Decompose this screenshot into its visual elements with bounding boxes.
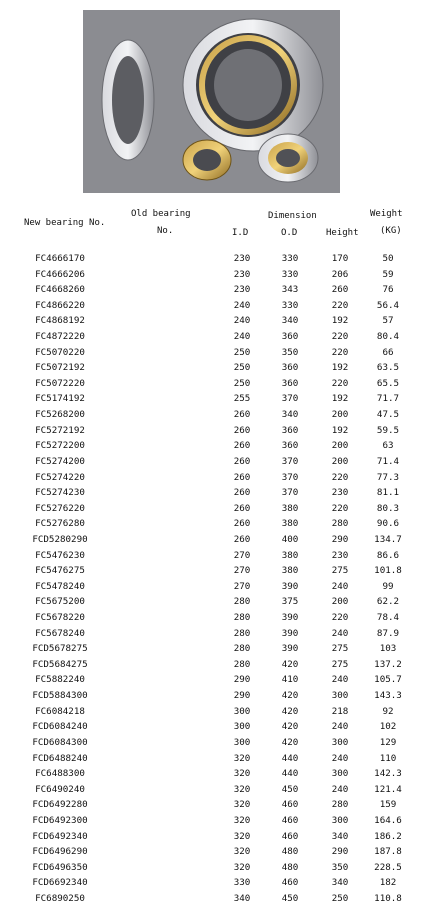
- height-cell: 200: [331, 409, 349, 421]
- table-row: [0, 329, 437, 345]
- header-dimension: Dimension: [268, 211, 317, 221]
- table-row: [0, 251, 437, 267]
- new-bearing-no-cell: FCD5280290: [32, 533, 88, 545]
- od-cell: 360: [281, 362, 299, 374]
- weight-cell: 65.5: [376, 377, 400, 389]
- new-bearing-no-cell: FC5274230: [35, 487, 85, 499]
- height-cell: 290: [331, 846, 349, 858]
- weight-cell: 59.5: [376, 424, 400, 436]
- height-cell: 280: [331, 518, 349, 530]
- id-cell: 280: [233, 658, 251, 670]
- header-old-bearing-line2: No.: [157, 226, 174, 236]
- height-cell: 290: [331, 533, 349, 545]
- table-row: [0, 313, 437, 329]
- id-cell: 240: [233, 299, 251, 311]
- id-cell: 230: [233, 253, 251, 264]
- new-bearing-no-cell: FC5476230: [35, 549, 85, 561]
- od-cell: 390: [281, 643, 299, 655]
- weight-cell: 121.4: [374, 783, 402, 795]
- height-cell: 230: [331, 487, 349, 499]
- table-row: [0, 875, 437, 891]
- height-cell: 220: [331, 299, 349, 311]
- table-row: [0, 594, 437, 610]
- height-cell: 275: [331, 643, 349, 655]
- new-bearing-no-cell: FC6488300: [35, 768, 85, 780]
- new-bearing-no-cell: FC6084218: [35, 705, 85, 717]
- weight-cell: 87.9: [376, 627, 400, 639]
- id-cell: 250: [233, 346, 251, 358]
- id-cell: 240: [233, 315, 251, 327]
- od-cell: 370: [281, 487, 299, 499]
- height-cell: 240: [331, 674, 349, 686]
- od-cell: 420: [281, 705, 299, 717]
- id-cell: 280: [233, 627, 251, 639]
- id-cell: 290: [233, 674, 251, 686]
- od-cell: 460: [281, 877, 299, 889]
- od-cell: 460: [281, 830, 299, 842]
- height-cell: 350: [331, 861, 349, 873]
- weight-cell: 59: [382, 268, 394, 280]
- id-cell: 260: [233, 455, 251, 467]
- od-cell: 420: [281, 736, 299, 748]
- height-cell: 220: [331, 471, 349, 483]
- weight-cell: 76: [382, 284, 394, 296]
- height-cell: 275: [331, 565, 349, 577]
- new-bearing-no-cell: FC6490240: [35, 783, 85, 795]
- new-bearing-no-cell: FC5882240: [35, 674, 85, 686]
- new-bearing-no-cell: FC5174192: [35, 393, 85, 405]
- table-row: [0, 376, 437, 392]
- height-cell: 300: [331, 814, 349, 826]
- new-bearing-no-cell: FCD6492340: [32, 830, 88, 842]
- new-bearing-no-cell: FC4668260: [35, 284, 85, 296]
- id-cell: 330: [233, 877, 251, 889]
- height-cell: 240: [331, 752, 349, 764]
- id-cell: 320: [233, 814, 251, 826]
- new-bearing-no-cell: FCD6496350: [32, 861, 88, 873]
- id-cell: 230: [233, 284, 251, 296]
- table-row: [0, 501, 437, 517]
- table-row: [0, 516, 437, 532]
- height-cell: 300: [331, 768, 349, 780]
- id-cell: 300: [233, 705, 251, 717]
- table-row: [0, 626, 437, 642]
- new-bearing-no-cell: FC5274200: [35, 455, 85, 467]
- table-row: [0, 844, 437, 860]
- new-bearing-no-cell: FCD6084300: [32, 736, 88, 748]
- od-cell: 340: [281, 409, 299, 421]
- id-cell: 270: [233, 565, 251, 577]
- table-row: [0, 470, 437, 486]
- weight-cell: 77.3: [376, 471, 400, 483]
- od-cell: 420: [281, 721, 299, 733]
- height-cell: 220: [331, 331, 349, 343]
- weight-cell: 228.5: [374, 861, 402, 873]
- table-row: [0, 438, 437, 454]
- height-cell: 220: [331, 346, 349, 358]
- id-cell: 260: [233, 518, 251, 530]
- od-cell: 480: [281, 846, 299, 858]
- od-cell: 420: [281, 658, 299, 670]
- od-cell: 360: [281, 377, 299, 389]
- weight-cell: 63: [382, 440, 394, 452]
- new-bearing-no-cell: FCD5678275: [32, 643, 88, 655]
- weight-cell: 66: [382, 346, 394, 358]
- new-bearing-no-cell: FCD5884300: [32, 690, 88, 702]
- new-bearing-no-cell: FC5276280: [35, 518, 85, 530]
- new-bearing-no-cell: FC5072192: [35, 362, 85, 374]
- table-row: [0, 766, 437, 782]
- od-cell: 380: [281, 518, 299, 530]
- new-bearing-no-cell: FCD6496290: [32, 846, 88, 858]
- id-cell: 320: [233, 799, 251, 811]
- id-cell: 260: [233, 424, 251, 436]
- height-cell: 240: [331, 721, 349, 733]
- new-bearing-no-cell: FC4666170: [35, 253, 85, 264]
- od-cell: 330: [281, 268, 299, 280]
- od-cell: 390: [281, 580, 299, 592]
- table-row: [0, 532, 437, 548]
- id-cell: 250: [233, 377, 251, 389]
- height-cell: 300: [331, 736, 349, 748]
- weight-cell: 103: [379, 643, 397, 655]
- od-cell: 390: [281, 627, 299, 639]
- weight-cell: 92: [382, 705, 394, 717]
- weight-cell: 78.4: [376, 612, 400, 624]
- table-row: [0, 485, 437, 501]
- id-cell: 250: [233, 362, 251, 374]
- table-row: [0, 751, 437, 767]
- weight-cell: 110.8: [374, 892, 402, 904]
- od-cell: 390: [281, 612, 299, 624]
- weight-cell: 81.1: [376, 487, 400, 499]
- id-cell: 280: [233, 596, 251, 608]
- weight-cell: 63.5: [376, 362, 400, 374]
- od-cell: 400: [281, 533, 299, 545]
- weight-cell: 50: [382, 253, 394, 264]
- weight-cell: 99: [382, 580, 394, 592]
- header-id: I.D: [232, 228, 249, 238]
- table-row: [0, 829, 437, 845]
- new-bearing-no-cell: FC4868192: [35, 315, 85, 327]
- table-row: [0, 891, 437, 907]
- weight-cell: 101.8: [374, 565, 402, 577]
- od-cell: 340: [281, 315, 299, 327]
- table-row: [0, 735, 437, 751]
- height-cell: 192: [331, 315, 349, 327]
- new-bearing-no-cell: FCD6488240: [32, 752, 88, 764]
- od-cell: 440: [281, 768, 299, 780]
- od-cell: 350: [281, 346, 299, 358]
- weight-cell: 86.6: [376, 549, 400, 561]
- weight-cell: 57: [382, 315, 394, 327]
- id-cell: 230: [233, 268, 251, 280]
- od-cell: 380: [281, 502, 299, 514]
- table-row: [0, 610, 437, 626]
- new-bearing-no-cell: FC5072220: [35, 377, 85, 389]
- new-bearing-no-cell: FCD5684275: [32, 658, 88, 670]
- id-cell: 320: [233, 830, 251, 842]
- new-bearing-no-cell: FC5272200: [35, 440, 85, 452]
- table-row: [0, 360, 437, 376]
- od-cell: 420: [281, 690, 299, 702]
- od-cell: 360: [281, 424, 299, 436]
- weight-cell: 90.6: [376, 518, 400, 530]
- weight-cell: 80.3: [376, 502, 400, 514]
- new-bearing-no-cell: FC5272192: [35, 424, 85, 436]
- new-bearing-no-cell: FCD6492280: [32, 799, 88, 811]
- new-bearing-no-cell: FC5070220: [35, 346, 85, 358]
- table-row: [0, 298, 437, 314]
- height-cell: 240: [331, 627, 349, 639]
- height-cell: 200: [331, 440, 349, 452]
- height-cell: 200: [331, 455, 349, 467]
- weight-cell: 137.2: [374, 658, 402, 670]
- od-cell: 370: [281, 393, 299, 405]
- id-cell: 320: [233, 846, 251, 858]
- header-new-bearing-no: New bearing No.: [24, 218, 106, 228]
- table-row: [0, 267, 437, 283]
- height-cell: 192: [331, 393, 349, 405]
- height-cell: 206: [331, 268, 349, 280]
- weight-cell: 142.3: [374, 768, 402, 780]
- od-cell: 460: [281, 814, 299, 826]
- table-row: [0, 345, 437, 361]
- height-cell: 170: [331, 253, 349, 264]
- table-row: [0, 672, 437, 688]
- weight-cell: 187.8: [374, 846, 402, 858]
- id-cell: 280: [233, 643, 251, 655]
- height-cell: 220: [331, 377, 349, 389]
- od-cell: 380: [281, 549, 299, 561]
- od-cell: 370: [281, 455, 299, 467]
- new-bearing-no-cell: FCD6492300: [32, 814, 88, 826]
- weight-cell: 129: [379, 736, 397, 748]
- bearing-illustration: [83, 10, 340, 193]
- table-row: [0, 579, 437, 595]
- weight-cell: 71.7: [376, 393, 400, 405]
- height-cell: 280: [331, 799, 349, 811]
- weight-cell: 110: [379, 752, 397, 764]
- height-cell: 240: [331, 580, 349, 592]
- od-cell: 460: [281, 799, 299, 811]
- header-old-bearing-line1: Old bearing: [131, 209, 191, 219]
- id-cell: 255: [233, 393, 251, 405]
- id-cell: 260: [233, 471, 251, 483]
- id-cell: 270: [233, 549, 251, 561]
- new-bearing-no-cell: FC4866220: [35, 299, 85, 311]
- height-cell: 230: [331, 549, 349, 561]
- weight-cell: 164.6: [374, 814, 402, 826]
- new-bearing-no-cell: FC4872220: [35, 331, 85, 343]
- od-cell: 360: [281, 331, 299, 343]
- table-row: [0, 423, 437, 439]
- header-weight-unit: (KG): [380, 226, 402, 236]
- bearing-photo: [83, 10, 340, 193]
- table-row: [0, 563, 437, 579]
- id-cell: 260: [233, 502, 251, 514]
- table-row: [0, 641, 437, 657]
- od-cell: 370: [281, 471, 299, 483]
- table-row: [0, 813, 437, 829]
- od-cell: 440: [281, 752, 299, 764]
- od-cell: 343: [281, 284, 299, 296]
- new-bearing-no-cell: FC5478240: [35, 580, 85, 592]
- od-cell: 450: [281, 892, 299, 904]
- od-cell: 330: [281, 299, 299, 311]
- new-bearing-no-cell: FC6890250: [35, 892, 85, 904]
- new-bearing-no-cell: FC5678240: [35, 627, 85, 639]
- header-height: Height: [326, 228, 359, 238]
- height-cell: 200: [331, 596, 349, 608]
- height-cell: 192: [331, 362, 349, 374]
- weight-cell: 134.7: [374, 533, 402, 545]
- table-row: [0, 688, 437, 704]
- height-cell: 218: [331, 705, 349, 717]
- weight-cell: 182: [379, 877, 397, 889]
- new-bearing-no-cell: FC5476275: [35, 565, 85, 577]
- height-cell: 240: [331, 783, 349, 795]
- od-cell: 380: [281, 565, 299, 577]
- od-cell: 375: [281, 596, 299, 608]
- id-cell: 260: [233, 533, 251, 545]
- table-row: [0, 391, 437, 407]
- new-bearing-no-cell: FCD6084240: [32, 721, 88, 733]
- od-cell: 480: [281, 861, 299, 873]
- weight-cell: 186.2: [374, 830, 402, 842]
- new-bearing-no-cell: FC4666206: [35, 268, 85, 280]
- id-cell: 260: [233, 440, 251, 452]
- height-cell: 192: [331, 424, 349, 436]
- id-cell: 300: [233, 736, 251, 748]
- weight-cell: 105.7: [374, 674, 402, 686]
- height-cell: 220: [331, 612, 349, 624]
- od-cell: 450: [281, 783, 299, 795]
- table-row: [0, 282, 437, 298]
- weight-cell: 47.5: [376, 409, 400, 421]
- id-cell: 320: [233, 752, 251, 764]
- table-row: [0, 782, 437, 798]
- id-cell: 290: [233, 690, 251, 702]
- header-weight: Weight: [370, 209, 403, 219]
- table-row: [0, 860, 437, 876]
- weight-cell: 71.4: [376, 455, 400, 467]
- weight-cell: 159: [379, 799, 397, 811]
- new-bearing-no-cell: FC5274220: [35, 471, 85, 483]
- od-cell: 410: [281, 674, 299, 686]
- id-cell: 280: [233, 612, 251, 624]
- height-cell: 260: [331, 284, 349, 296]
- weight-cell: 143.3: [374, 690, 402, 702]
- id-cell: 270: [233, 580, 251, 592]
- height-cell: 340: [331, 830, 349, 842]
- height-cell: 250: [331, 892, 349, 904]
- height-cell: 220: [331, 502, 349, 514]
- new-bearing-no-cell: FC5276220: [35, 502, 85, 514]
- od-cell: 360: [281, 440, 299, 452]
- new-bearing-no-cell: FCD6692340: [32, 877, 88, 889]
- height-cell: 275: [331, 658, 349, 670]
- id-cell: 320: [233, 768, 251, 780]
- new-bearing-no-cell: FC5675200: [35, 596, 85, 608]
- weight-cell: 80.4: [376, 331, 400, 343]
- table-row: [0, 548, 437, 564]
- weight-cell: 56.4: [376, 299, 400, 311]
- table-row: [0, 704, 437, 720]
- table-row: [0, 454, 437, 470]
- table-row: [0, 657, 437, 673]
- table-row: [0, 797, 437, 813]
- weight-cell: 62.2: [376, 596, 400, 608]
- id-cell: 260: [233, 409, 251, 421]
- od-cell: 330: [281, 253, 299, 264]
- id-cell: 260: [233, 487, 251, 499]
- table-row: [0, 407, 437, 423]
- id-cell: 320: [233, 861, 251, 873]
- id-cell: 240: [233, 331, 251, 343]
- id-cell: 340: [233, 892, 251, 904]
- weight-cell: 102: [379, 721, 397, 733]
- height-cell: 340: [331, 877, 349, 889]
- id-cell: 300: [233, 721, 251, 733]
- header-od: O.D: [281, 228, 298, 238]
- new-bearing-no-cell: FC5678220: [35, 612, 85, 624]
- height-cell: 300: [331, 690, 349, 702]
- new-bearing-no-cell: FC5268200: [35, 409, 85, 421]
- table-row: [0, 719, 437, 735]
- id-cell: 320: [233, 783, 251, 795]
- bearing-table: [0, 251, 437, 907]
